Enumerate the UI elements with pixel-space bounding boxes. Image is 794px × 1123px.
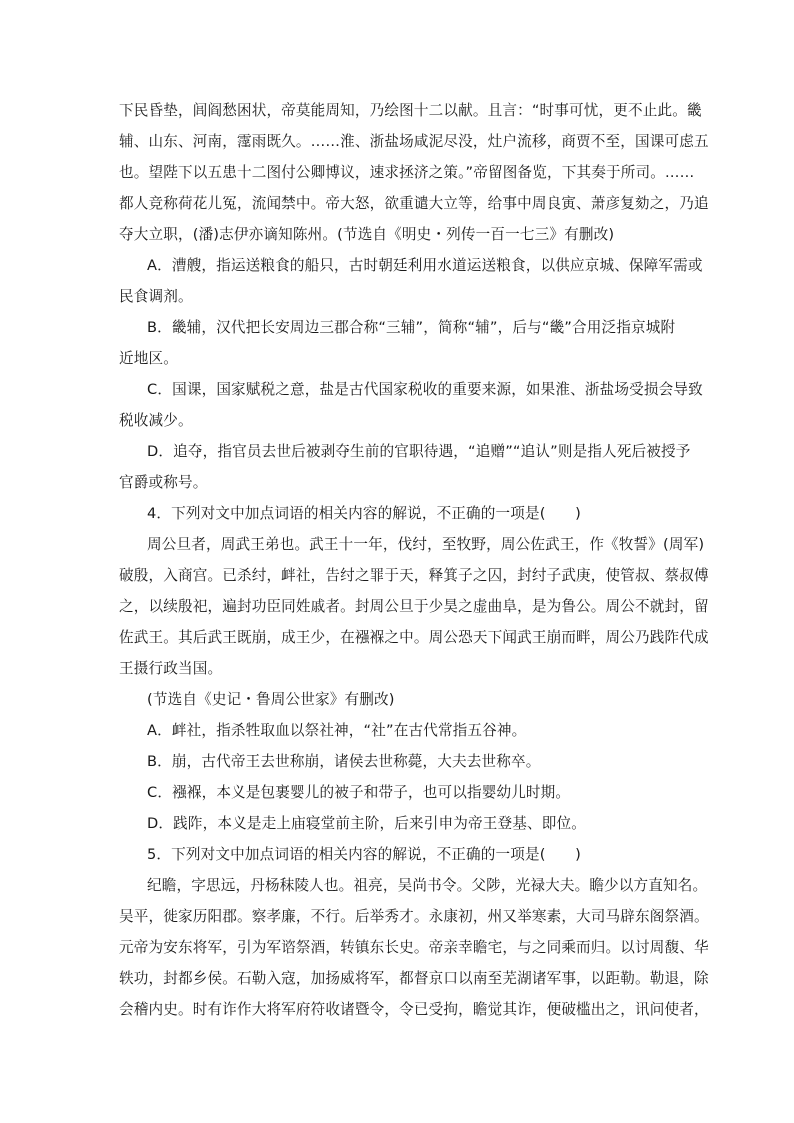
text-line: 也。望陛下以五患十二图付公卿博议，速求拯济之策。”帝留图备览，下其奏于所司。…… xyxy=(119,164,695,181)
text-line: 近地区。 xyxy=(119,350,178,367)
question-4: 4．下列对文中加点词语的相关内容的解说，不正确的一项是( ) xyxy=(147,505,581,522)
passage-line: 元帝为安东将军，引为军谘祭酒，转镇东长史。帝亲幸瞻宅，与之同乘而归。以讨周馥、华 xyxy=(119,939,709,956)
source-citation: (节选自《史记・鲁周公世家》有删改) xyxy=(147,691,395,708)
passage-line: 破殷，入商宫。已杀纣，衅社，告纣之罪于天，释箕子之囚，封纣子武庚，使管叔、蔡叔傅 xyxy=(119,567,709,584)
text-line: 税收减少。 xyxy=(119,412,193,429)
option-c: C．国课，国家赋税之意，盐是古代国家税收的重要来源，如果淮、浙盐场受损会导致 xyxy=(147,381,703,398)
passage-line: 王摄行政当国。 xyxy=(119,660,223,677)
text-line: 都人竞称荷花儿冤，流闻禁中。帝大怒，欲重谴大立等，给事中周良寅、萧彦复劾之，乃追 xyxy=(119,195,709,212)
option-a: A．衅社，指杀牲取血以祭社神，“社”在古代常指五谷神。 xyxy=(147,722,527,739)
passage-line: 吴平，徙家历阳郡。察孝廉，不行。后举秀才。永康初，州又举寒素，大司马辟东阁祭酒。 xyxy=(119,908,709,925)
option-d: D．追夺，指官员去世后被剥夺生前的官职待遇，“追赠”“追认”则是指人死后被授予 xyxy=(147,443,691,460)
passage-line: 之，以续殷祀，遍封功臣同姓戚者。封周公旦于少昊之虚曲阜，是为鲁公。周公不就封，留 xyxy=(119,598,709,615)
passage-line: 佐武王。其后武王既崩，成王少，在襁褓之中。周公恐天下闻武王崩而畔，周公乃践阼代成 xyxy=(119,629,709,646)
text-line: 民食调剂。 xyxy=(119,288,193,305)
passage-line: 会稽内史。时有诈作大将军府符收诸暨令，令已受拘，瞻觉其诈，便破槛出之，讯问使者， xyxy=(119,1001,709,1018)
text-line: 官爵或称号。 xyxy=(119,474,208,491)
text-line: 下民昏垫，闾阎愁困状，帝莫能周知，乃绘图十二以献。且言：“时事可忧，更不止此。畿 xyxy=(119,102,702,119)
option-b: B．畿辅，汉代把长安周边三郡合称“三辅”，简称“辅”，后与“畿”合用泛指京城附 xyxy=(147,319,676,336)
option-a: A．漕艘，指运送粮食的船只，古时朝廷利用水道运送粮食，以供应京城、保障军需或 xyxy=(147,257,703,274)
text-line: 夺大立职，(潘)志伊亦谪知陈州。(节选自《明史・列传一百一七三》有删改) xyxy=(119,226,615,243)
option-d: D．践阼，本义是走上庙寝堂前主阶，后来引申为帝王登基、即位。 xyxy=(147,815,586,832)
option-c: C．襁褓，本义是包裹婴儿的被子和带子，也可以指婴幼儿时期。 xyxy=(147,784,571,801)
question-5: 5．下列对文中加点词语的相关内容的解说，不正确的一项是( ) xyxy=(147,846,581,863)
text-line: 辅、山东、河南，霪雨既久。……淮、浙盐场咸泥尽没，灶户流移，商贾不至，国课可虑五 xyxy=(119,133,709,150)
option-b: B．崩，古代帝王去世称崩，诸侯去世称薨，大夫去世称卒。 xyxy=(147,753,541,770)
passage-line: 周公旦者，周武王弟也。武王十一年，伐纣，至牧野，周公佐武王，作《牧誓》(周军) xyxy=(147,536,705,553)
passage-line: 纪瞻，字思远，丹杨秣陵人也。祖亮，吴尚书令。父陟，光禄大夫。瞻少以方直知名。 xyxy=(147,877,708,894)
passage-line: 轶功，封都乡侯。石勒入寇，加扬威将军，都督京口以南至芜湖诸军事，以距勒。勒退，除 xyxy=(119,970,709,987)
